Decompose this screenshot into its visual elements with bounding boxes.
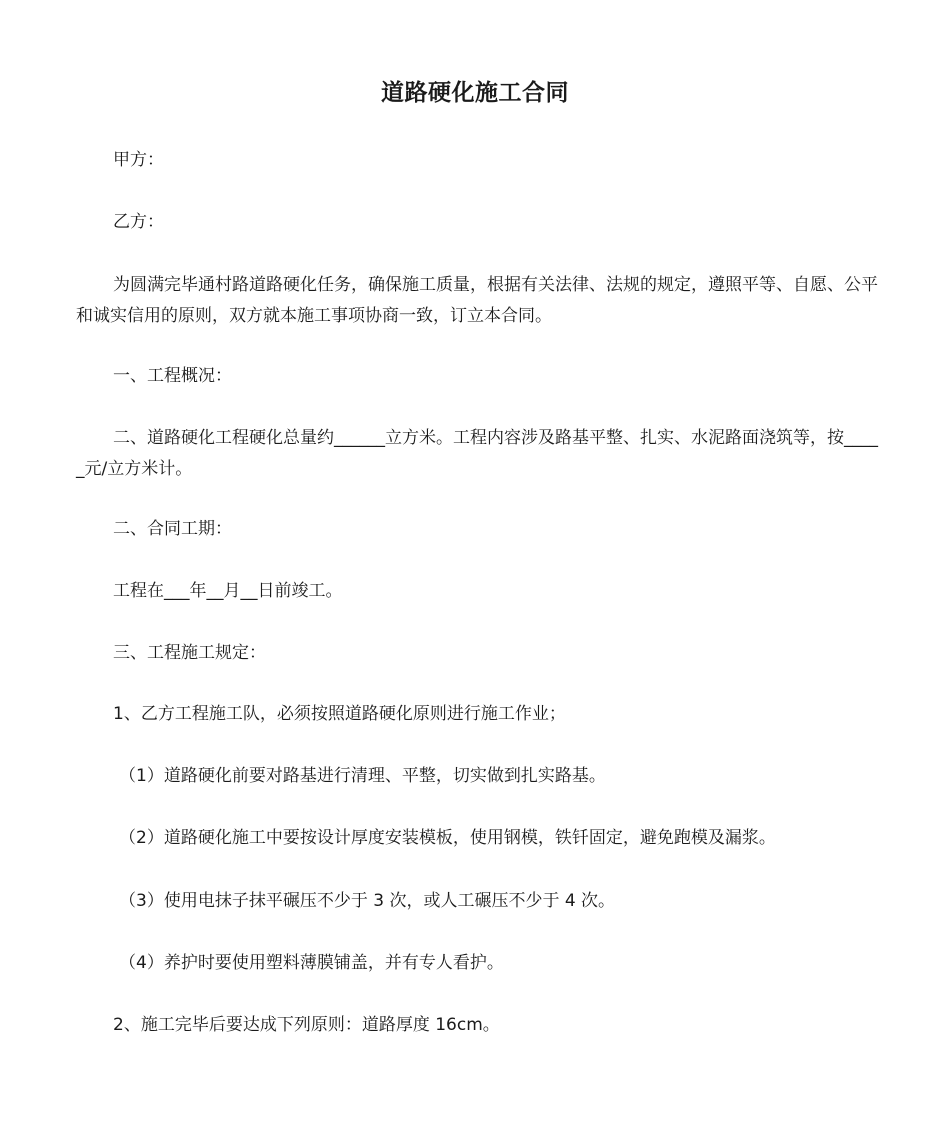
party-a-line: 甲方：: [113, 150, 164, 170]
document-title: 道路硬化施工合同: [381, 80, 569, 106]
volume-paragraph: 二、道路硬化工程硬化总量约______立方米。工程内容涉及路基平整、扎实、水泥路面浇筑等，按_____元/立方米计。: [76, 428, 878, 479]
section-heading-rules: 三、工程施工规定：: [113, 643, 266, 663]
rule-subitem: （3）使用电抹子抹平碾压不少于 3 次，或人工碾压不少于 4 次。: [119, 891, 616, 911]
rule-subitem: （1）道路硬化前要对路基进行清理、平整，切实做到扎实路基。: [119, 766, 606, 786]
rule-subitem: （2）道路硬化施工中要按设计厚度安装模板，使用钢模，铁钎固定，避免跑模及漏浆。: [119, 828, 776, 848]
preamble-paragraph: 为圆满完毕通村路道路硬化任务，确保施工质量，根据有关法律、法规的规定，遵照平等、自愿、公平和诚实信用的原则，双方就本施工事项协商一致，订立本合同。: [76, 275, 878, 326]
rule-item: 1、乙方工程施工队，必须按照道路硬化原则进行施工作业；: [113, 704, 566, 724]
section-heading-overview: 一、工程概况：: [113, 366, 232, 386]
party-b-line: 乙方：: [113, 212, 164, 232]
rule-item: 2、施工完毕后要达成下列原则：道路厚度 16cm。: [113, 1015, 500, 1035]
completion-date-line: 工程在___年__月__日前竣工。: [113, 581, 343, 601]
rule-subitem: （4）养护时要使用塑料薄膜铺盖，并有专人看护。: [119, 953, 504, 973]
section-heading-period: 二、合同工期：: [113, 519, 232, 539]
